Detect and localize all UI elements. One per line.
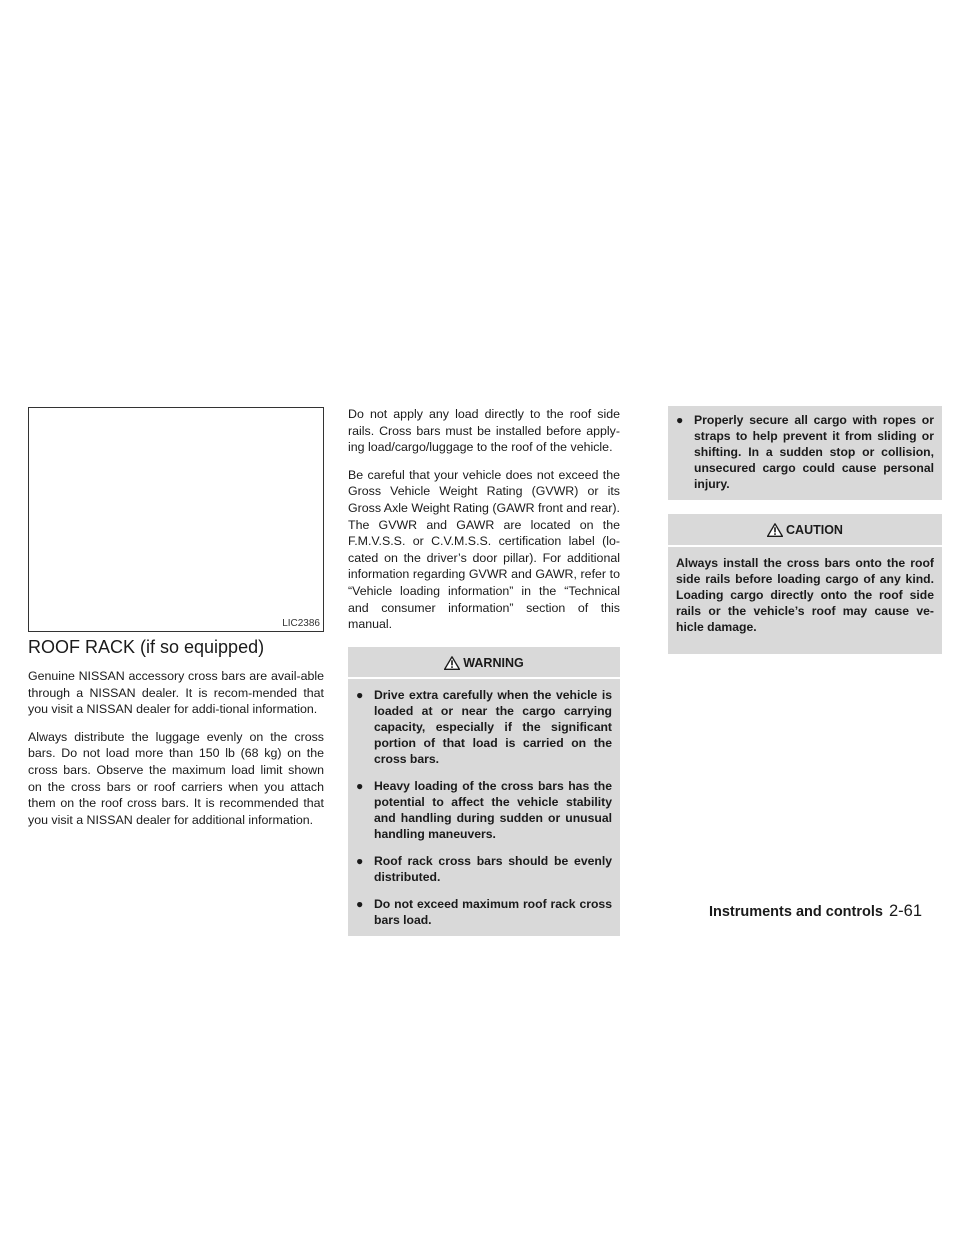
caution-header xyxy=(668,514,942,547)
list-item xyxy=(356,778,612,842)
warning-box-continued xyxy=(668,406,942,500)
warning-triangle-icon xyxy=(444,656,460,670)
list-item-text: Roof rack cross bars should be evenly distributed. xyxy=(374,854,612,885)
bullet: ● xyxy=(356,897,364,912)
warning-header xyxy=(348,647,620,680)
warning-box xyxy=(348,647,620,937)
list-item xyxy=(356,896,612,928)
list-item-text: Do not exceed maximum roof rack cross bars load. xyxy=(374,897,612,928)
section-heading: ROOF RACK (if so equipped) xyxy=(28,637,265,657)
paragraph: Do not apply any load directly to the roof side rails. Cross bars must be installed before apply-ing load/cargo/luggage to the roof of the vehicle. xyxy=(348,407,620,455)
bullet: ● xyxy=(676,413,684,427)
bullet: ● xyxy=(356,688,364,703)
list-item-text: Drive extra carefully when the vehicle is loaded at or near the cargo carrying capacity, especially if the significant portion of that load is carried on the cross bars. xyxy=(374,688,612,767)
caution-text: Always install the cross bars onto the roof side rails before loading cargo of any kind. Loading cargo directly onto the roof side rails or the vehicle’s roof may cause ve-hicle damage. xyxy=(676,555,934,634)
list-item-text: Properly secure all cargo with ropes or straps to help prevent it from sliding or shifting. In a sudden stop or collision, unsecured cargo could cause personal injury. xyxy=(694,413,934,491)
caution-title: CAUTION xyxy=(786,523,843,537)
list-item xyxy=(676,412,934,492)
bullet: ● xyxy=(356,779,364,794)
column-1 xyxy=(28,668,324,839)
warning-title: WARNING xyxy=(463,655,524,670)
caution-box xyxy=(668,514,942,654)
list-item xyxy=(356,687,612,767)
figure-code: LIC2386 xyxy=(282,618,320,629)
figure-frame xyxy=(28,407,324,632)
warning-list xyxy=(356,687,612,928)
column-2 xyxy=(348,406,620,936)
warning-list-continued xyxy=(676,412,934,492)
list-item-text: Heavy loading of the cross bars has the potential to affect the vehicle stability and handling during sudden or unusual handling maneuvers. xyxy=(374,779,612,842)
page-number: 2-61 xyxy=(888,902,922,920)
bullet: ● xyxy=(356,854,364,869)
column-3 xyxy=(668,406,942,654)
paragraph: Always distribute the luggage evenly on the cross bars. Do not load more than 150 lb (68 kg) on the cross bars. Observe the maximum load limit shown on the cross bars or roof carriers when you attach them on the roof cross bars. It is recommended that you visit a NISSAN dealer for additional information. xyxy=(28,729,324,827)
paragraph: Genuine NISSAN accessory cross bars are avail-able through a NISSAN dealer. It is recom-mended that you visit a NISSAN dealer for addi-tional information. xyxy=(28,669,324,717)
paragraph: Be careful that your vehicle does not exceed the Gross Vehicle Weight Rating (GVWR) or its Gross Axle Weight Rating (GAWR front and rear). The GVWR and GAWR are located on the F.M.V.S.S. or C.V.M.S.S. certification label (lo-cated on the driver’s door pillar). For additional information regarding GVWR and GAWR, refer to “Vehicle loading information” in the “Technical and consumer information” section of this manual. xyxy=(348,467,621,632)
caution-triangle-icon xyxy=(767,523,783,537)
list-item xyxy=(356,853,612,885)
footer-section-title: Instruments and controls xyxy=(708,904,883,920)
page-footer xyxy=(709,902,922,921)
